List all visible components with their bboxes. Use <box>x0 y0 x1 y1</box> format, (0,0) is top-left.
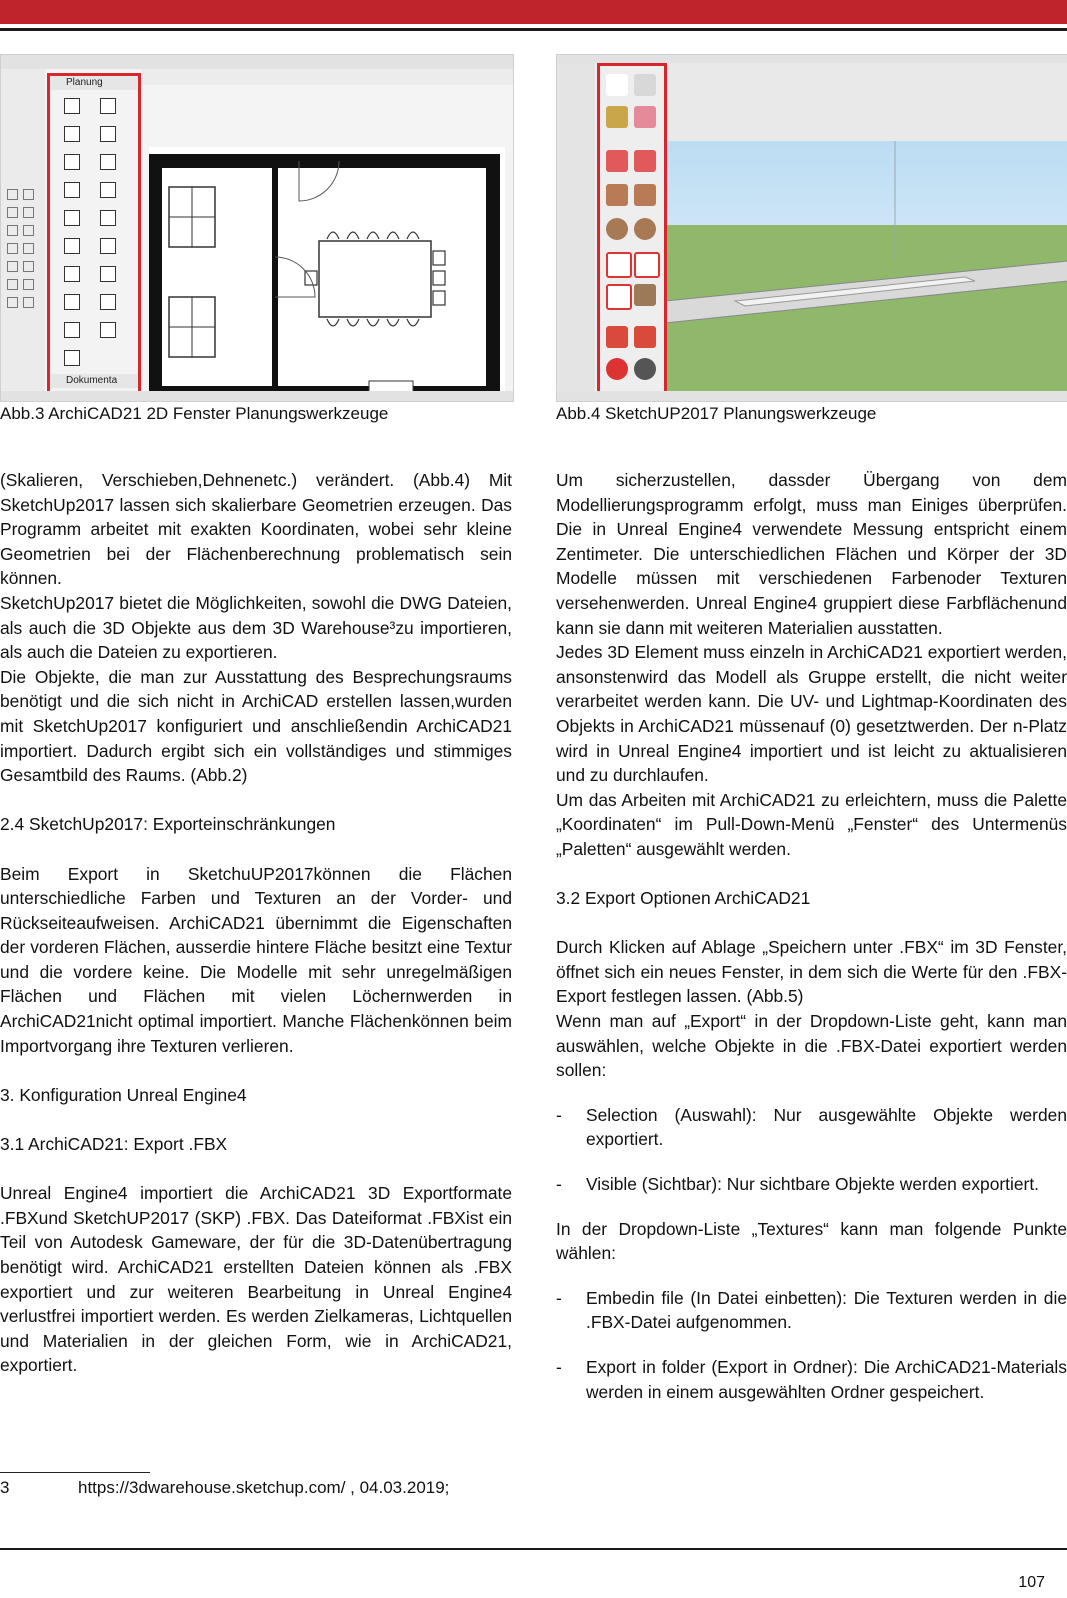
floor-plan-drawing <box>149 147 505 402</box>
list-item-text: Export in folder (Export in Ordner): Die ArchiCAD21-Materials werden in einem ausgewählten Ordner gespeichert. <box>586 1357 1067 1402</box>
paragraph: Wenn man auf „Export“ in der Dropdown-Liste geht, kann man auswählen, welche Objekte in die .FBX-Datei exportiert werden sollen: <box>556 1011 1067 1081</box>
section-heading: 3. Konfiguration Unreal Engine4 <box>0 1084 247 1105</box>
section-heading: 3.2 Export Optionen ArchiCAD21 <box>556 888 811 909</box>
palette-header: Planung <box>50 76 138 90</box>
paragraph: (Skalieren, Verschieben,Dehnenetc.) verändert. (Abb.4) Mit SketchUp2017 lassen sich skalierbare Geometrien erzeugen. Das Programm arbeitet mit exakten Koordinaten, wobei sehr kleine Geometrien bei der Flächenberechnung problematisch sein können. <box>0 470 512 589</box>
palette-footer: Dokumenta <box>50 374 138 388</box>
list-bullet: - <box>556 1357 562 1377</box>
menu-bar <box>557 55 1067 63</box>
paragraph: Um das Arbeiten mit ArchiCAD21 zu erleichtern, muss die Palette „Koordinaten“ im Pull-Down-Menü „Fenster“ des Untermenüs „Paletten“ ausgewählt werden. <box>556 789 1067 859</box>
list-bullet: - <box>556 1104 562 1125</box>
planning-tools-palette <box>47 73 141 397</box>
paragraph: Beim Export in SketchuUP2017können die Flächen unterschiedliche Farben und Texturen an der Vorder- und Rückseiteaufweisen. ArchiCAD21 übernimmt die Eigenschaften der vorderen Flächen, ausserdie hintere Fläche besitzt eine Textur und die vordere keine. Die Modelle mit sehr unregelmäßigen Flächen und Flächen mit vielen Löchernwerden in ArchiCAD21nicht optimal importiert. Manche Flächenkönnen beim Importvorgang ihre Texturen verlieren. <box>0 863 512 1056</box>
list-bullet: - <box>556 1174 562 1195</box>
list-item-text: Selection (Auswahl): Nur ausgewählte Objekte werden exportiert. <box>586 1104 1067 1150</box>
paragraph: Die Objekte, die man zur Ausstattung des Besprechungsraums benötigt und die sich nicht in ArchiCAD erstellen lassen,wurden mit SketchUp2017 konfiguriert und anschließendin ArchiCAD21 importiert. Dadurch ergibt sich ein vollständiges und stimmiges Gesamtbild des Raums. (Abb.2) <box>0 666 512 786</box>
header-bar <box>0 0 1067 24</box>
footnote <box>0 1478 449 1498</box>
list-item <box>556 1103 1067 1152</box>
section-heading: 2.4 SketchUp2017: Exporteinschränkungen <box>0 814 336 835</box>
3d-model-slab <box>665 141 1067 391</box>
status-bar <box>1 391 513 401</box>
paragraph: Unreal Engine4 importiert die ArchiCAD21 3D Exportformate .FBXund SketchUP2017 (SKP) .FBX. Das Dateiformat .FBXist ein Teil von Autodesk Gameware, der für die 3D-Datenübertragung benötigt wird. ArchiCAD21 erstellten Dateien können als .FBX exportiert und zur weiteren Bearbeitung in Unreal Engine4 verlustfrei importiert werden. Es werden Zielkameras, Lichtquellen und Materialien in der gleichen Form, wie in ArchiCAD21, exportiert. <box>0 1183 512 1376</box>
section-heading: 3.1 ArchiCAD21: Export .FBX <box>0 1134 228 1155</box>
paragraph: Durch Klicken auf Ablage „Speichern unter .FBX“ im 3D Fenster, öffnet sich ein neues Fenster, in dem sich die Werte für den .FBX-Export festlegen lassen. (Abb.5) <box>556 937 1067 1007</box>
header-rule <box>0 28 1067 31</box>
footnote-number: 3 <box>0 1478 10 1497</box>
list-bullet: - <box>556 1287 562 1308</box>
figure-archicad-screenshot <box>0 54 514 402</box>
list-item <box>556 1172 1067 1197</box>
list-item-text: Visible (Sichtbar): Nur sichtbare Objekte werden exportiert. <box>586 1174 1039 1195</box>
right-text-column <box>556 468 1067 1404</box>
toolbar <box>141 69 513 85</box>
left-text-column <box>0 468 512 1378</box>
paragraph: Um sicherzustellen, dassder Übergang von dem Modellierungsprogramm erfolgt, muss man Einiges überprüfen. Die in Unreal Engine4 verwendete Messung entspricht einem Zentimeter. Die unterschiedlichen Flächen und Körper der 3D Modelle müssen mit verschiedenen Farbenoder Texturen versehenwerden. Unreal Engine4 gruppiert diese Farbflächenund kann sie dann mit weiteren Materialien ausstatten. <box>556 470 1067 638</box>
paragraph: Jedes 3D Element muss einzeln in ArchiCAD21 exportiert werden, ansonstenwird das Modell als Gruppe erstellt, die nicht weiter verarbeitet werden kann. Die UV- und Lightmap-Koordinaten des Objekts in ArchiCAD21 müssenauf (0) gesetztwerden. Der n-Platz wird in Unreal Engine4 importiert und ist leicht zu aktualisieren und zu durchlaufen. <box>556 642 1067 786</box>
footnote-rule <box>0 1472 150 1473</box>
paragraph: In der Dropdown-Liste „Textures“ kann man folgende Punkte wählen: <box>556 1218 1067 1264</box>
toolbox-strip <box>1 69 45 391</box>
footer-rule <box>0 1548 1067 1550</box>
figure-3-caption: Abb.3 ArchiCAD21 2D Fenster Planungswerkzeuge <box>0 404 389 423</box>
toolbox-strip <box>557 63 595 391</box>
status-bar <box>557 391 1067 401</box>
sketchup-tools-palette <box>597 63 667 397</box>
figure-sketchup-screenshot <box>556 54 1067 402</box>
footnote-text: https://3dwarehouse.sketchup.com/ , 04.03.2019; <box>78 1478 450 1497</box>
list-item <box>556 1355 1067 1404</box>
page-number: 107 <box>1018 1574 1045 1591</box>
menu-bar <box>1 55 513 69</box>
figure-4-caption: Abb.4 SketchUP2017 Planungswerkzeuge <box>556 404 877 423</box>
list-item-text: Embedin file (In Datei einbetten): Die Texturen werden in die .FBX-Datei aufgenommen. <box>586 1287 1067 1333</box>
toolbar-area <box>665 63 1067 143</box>
paragraph: SketchUp2017 bietet die Möglichkeiten, sowohl die DWG Dateien, als auch die 3D Objekte aus dem 3D Warehouse³zu importieren, als auch die Dateien zu exportieren. <box>0 592 512 663</box>
list-item <box>556 1286 1067 1335</box>
